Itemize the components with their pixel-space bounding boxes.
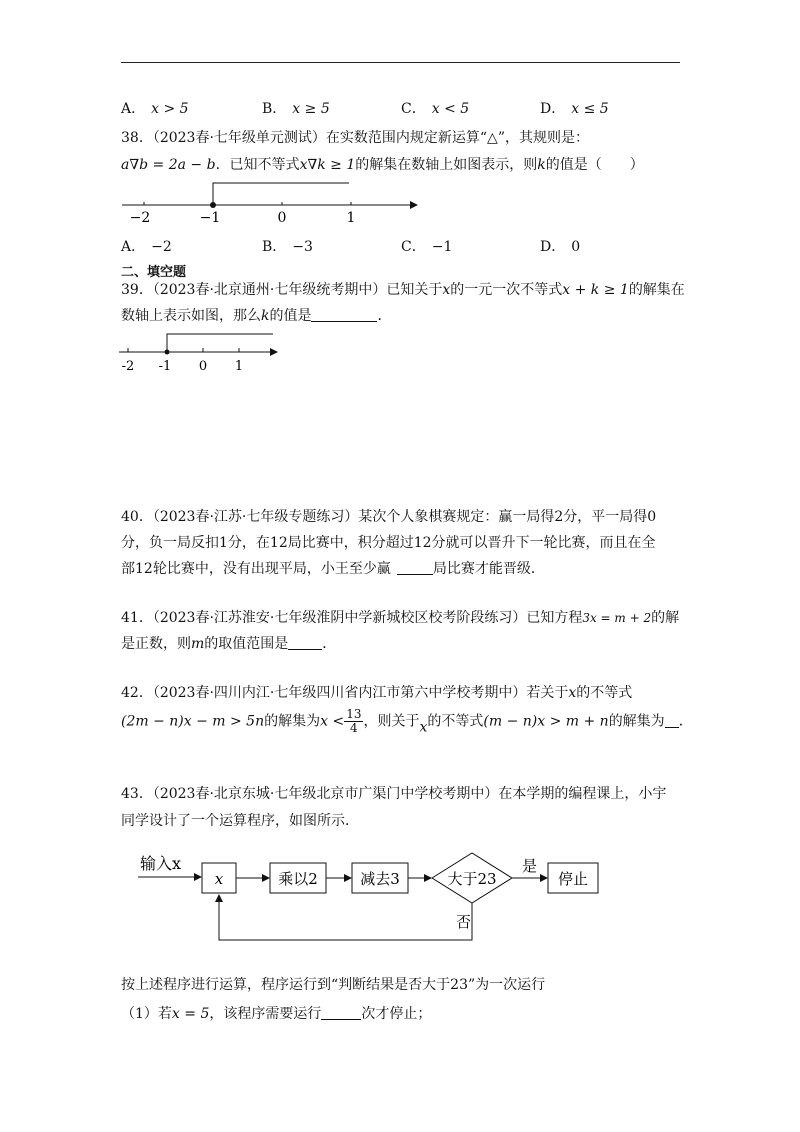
q42-line2: (2m − n)x − m > 5n的解集为x < $\frac{13}{4}$ ，则关于x的不等式(m − n)x > m + n的解集为 ． [121, 707, 693, 736]
q38-line1: 38．（2023春·七年级单元测试）在实数范围内规定新运算“△”，其规则是： [121, 130, 589, 146]
q39-tick-label: -1 [158, 359, 172, 374]
arrow-icon [410, 201, 418, 209]
q38-solid-point [210, 202, 216, 208]
q42-inequality-1: (2m − n)x − m > 5n [121, 713, 265, 730]
arrow-icon [424, 874, 432, 882]
answer-blank[interactable] [288, 635, 322, 650]
q38-tick-label: −2 [129, 210, 151, 226]
arrow-icon [270, 348, 278, 356]
answer-blank[interactable] [311, 307, 377, 322]
arrow-icon [344, 874, 352, 882]
q43-line1: 43．（2023春·北京东城·七年级北京市广渠门中学校考期中）在本学期的编程课上，小宇 [121, 786, 667, 802]
svg-text:减去3: 减去3 [360, 870, 400, 888]
arrow-icon [194, 873, 202, 881]
q41-equation: 3x = m + 2 [582, 611, 652, 625]
q39-tick-label: 1 [234, 359, 244, 374]
q38-number-line [118, 176, 428, 226]
flow-loop-line [219, 900, 472, 940]
q39-line2: 数轴上表示如图，那么k的值是 ． [121, 308, 392, 324]
q38-option-d: D． 0 [540, 239, 581, 255]
answer-blank[interactable] [665, 713, 679, 728]
q39-solid-point [165, 350, 170, 355]
q39-inequality: x + k ≥ 1 [562, 282, 629, 298]
prev-option-c: C． x < 5 [401, 101, 470, 117]
q38-tick-label: 0 [277, 210, 287, 226]
top-rule [121, 62, 680, 63]
q38-operation: a∇b = 2a − b [121, 157, 216, 173]
q40-line3: 部12轮比赛中，没有出现平局，小王至少赢 局比赛才能晋级． [121, 561, 545, 577]
q38-line2: a∇b = 2a − b．已知不等式x∇k ≥ 1的解集在数轴上如图表示，则k的值是（ ） [121, 157, 644, 173]
q40-line2: 分，负一局反扣1分，在12局比赛中，积分超过12分就可以晋升下一轮比赛，而且在全 [121, 535, 656, 551]
section-title: 二、填空题 [121, 265, 187, 280]
q38-solution-bracket [213, 183, 349, 205]
q38-option-c: C． −1 [401, 239, 453, 255]
svg-text:乘以2: 乘以2 [278, 870, 318, 888]
svg-text:x: x [214, 870, 224, 888]
q38-inequality: x∇k ≥ 1 [299, 157, 356, 173]
q42-line1: 42．（2023春·四川内江·七年级四川省内江市第六中学校考期中）若关于x的不等式 [121, 685, 633, 701]
q39-line1: 39．（2023春·北京通州·七年级统考期中）已知关于x的一元一次不等式x + k ≥ 1的解集在 [121, 282, 685, 298]
q39-tick-label: 0 [198, 359, 208, 374]
flow-yes-label: 是 [522, 857, 538, 875]
arrow-icon [262, 874, 270, 882]
prev-option-d: D． x ≤ 5 [540, 101, 609, 117]
q39-tick-label: -2 [121, 359, 135, 374]
answer-blank[interactable] [321, 1005, 361, 1020]
q42-fraction: $\frac{13}{4}$ [346, 707, 362, 735]
q41-line2: 是正数，则m的取值范围是 ． [121, 636, 337, 652]
svg-text:停止: 停止 [557, 870, 589, 888]
q43-line3: 按上述程序进行运算，程序运行到“判断结果是否大于23”为一次运行 [121, 977, 546, 993]
answer-blank[interactable] [397, 560, 433, 575]
q39-number-line [115, 330, 285, 375]
q39-solution-bracket [167, 334, 273, 352]
q42-inequality-2: (m − n)x > m + n [483, 713, 609, 730]
q40-line1: 40．（2023春·江苏·七年级专题练习）某次个人象棋赛规定：赢一局得2分，平一局得0 [121, 509, 657, 525]
q43-flowchart [130, 845, 610, 945]
q38-tick-label: 1 [346, 210, 356, 226]
prev-option-b: B． x ≥ 5 [262, 101, 330, 117]
q43-line2: 同学设计了一个运算程序，如图所示． [121, 813, 359, 829]
q38-option-a: A． −2 [121, 239, 172, 255]
flow-no-label: 否 [456, 913, 472, 931]
arrow-icon [215, 894, 223, 902]
arrow-icon [540, 874, 548, 882]
q38-tick-label: −1 [199, 210, 221, 226]
flow-input-label: 输入x [140, 854, 182, 873]
q41-line1: 41．（2023春·江苏淮安·七年级淮阴中学新城校区校考阶段练习）已知方程3x = m + 2的解 [121, 610, 680, 626]
q38-option-b: B． −3 [262, 239, 313, 255]
prev-option-a: A． x > 5 [121, 101, 189, 117]
q43-line4: （1）若x = 5，该程序需要运行 次才停止； [121, 1006, 432, 1022]
svg-text:大于23: 大于23 [447, 870, 497, 888]
